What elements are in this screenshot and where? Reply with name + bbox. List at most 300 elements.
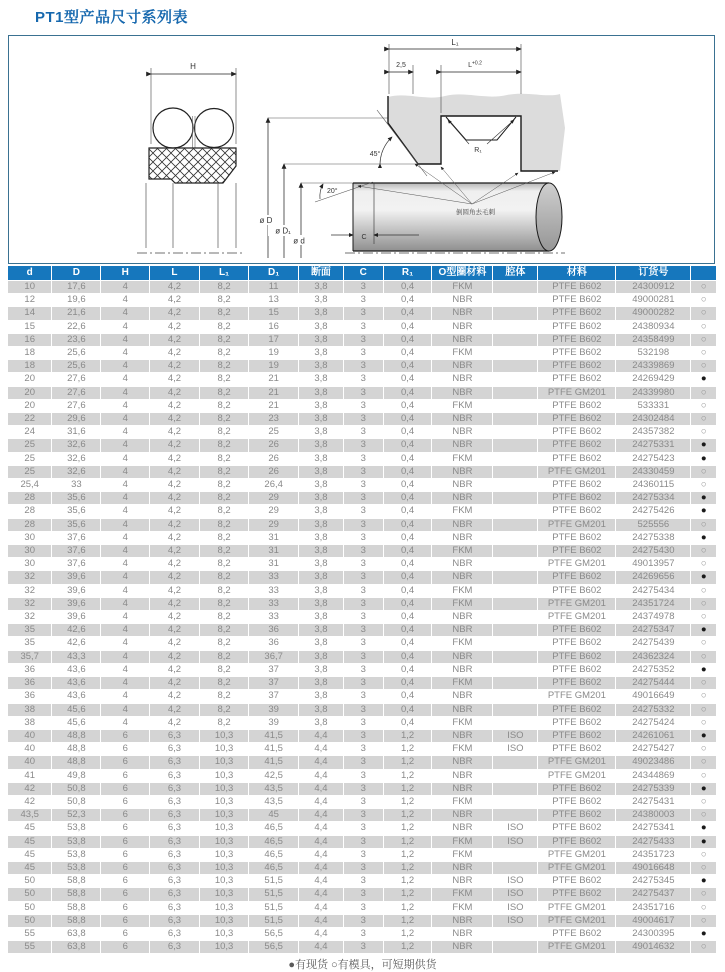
- table-cell: 45: [8, 822, 52, 835]
- table-row: [8, 875, 717, 888]
- table-cell: 4,2: [150, 650, 200, 663]
- table-cell: 3,8: [298, 452, 343, 465]
- table-cell: PTFE B602: [538, 347, 616, 360]
- table-cell: [493, 505, 538, 518]
- table-row: [8, 756, 717, 769]
- shaft: [315, 164, 565, 253]
- table-cell: FKM: [432, 835, 493, 848]
- table-cell: 4,4: [298, 941, 343, 954]
- table-row: [8, 584, 717, 597]
- table-cell: NBR: [432, 690, 493, 703]
- table-cell: 3: [343, 584, 383, 597]
- table-cell: 8,2: [199, 333, 249, 346]
- table-cell: 0,4: [383, 531, 432, 544]
- table-cell: 4: [101, 624, 150, 637]
- table-row: [8, 294, 717, 307]
- table-cell: 0,4: [383, 611, 432, 624]
- table-cell: 6: [101, 888, 150, 901]
- table-cell: 6: [101, 729, 150, 742]
- footnote-legend: ●有现货 ○有模具，可短期供货: [288, 959, 437, 971]
- table-cell: FKM: [432, 795, 493, 808]
- table-cell: NBR: [432, 386, 493, 399]
- table-cell: 3,8: [298, 703, 343, 716]
- table-cell: [493, 347, 538, 360]
- table-cell: 4,2: [150, 545, 200, 558]
- table-cell: 11: [249, 281, 299, 294]
- table-cell: PTFE B602: [538, 281, 616, 294]
- stock-symbol: ○: [691, 809, 717, 822]
- table-cell: 3: [343, 624, 383, 637]
- table-cell: 3,8: [298, 597, 343, 610]
- table-cell: 3: [343, 399, 383, 412]
- table-cell: 3: [343, 465, 383, 478]
- stock-symbol: ○: [691, 294, 717, 307]
- table-cell: 24275424: [616, 716, 691, 729]
- table-cell: 10,3: [199, 822, 249, 835]
- stock-symbol: ○: [691, 941, 717, 954]
- table-cell: 38: [8, 716, 52, 729]
- ptfe-ring-profile: [149, 148, 236, 183]
- table-cell: NBR: [432, 531, 493, 544]
- stock-symbol: ○: [691, 413, 717, 426]
- table-cell: PTFE B602: [538, 294, 616, 307]
- table-cell: 4: [101, 558, 150, 571]
- table-cell: 3: [343, 729, 383, 742]
- table-cell: 6,3: [150, 782, 200, 795]
- table-cell: 3: [343, 809, 383, 822]
- dim-label-dia-D: ø D: [259, 216, 273, 225]
- table-cell: 0,4: [383, 690, 432, 703]
- table-cell: 8,2: [199, 531, 249, 544]
- table-cell: 6,3: [150, 901, 200, 914]
- table-cell: 24275332: [616, 703, 691, 716]
- table-cell: 6: [101, 901, 150, 914]
- table-cell: 24330459: [616, 465, 691, 478]
- table-cell: 10,3: [199, 848, 249, 861]
- stock-symbol: ○: [691, 307, 717, 320]
- table-cell: 10,3: [199, 861, 249, 874]
- table-cell: 0,4: [383, 703, 432, 716]
- table-row: [8, 531, 717, 544]
- table-cell: 3: [343, 690, 383, 703]
- table-row: [8, 650, 717, 663]
- table-row: [8, 545, 717, 558]
- table-cell: 4: [101, 584, 150, 597]
- table-cell: 0,4: [383, 518, 432, 531]
- stock-symbol: ●: [691, 729, 717, 742]
- table-cell: ISO: [493, 729, 538, 742]
- table-cell: 8,2: [199, 518, 249, 531]
- table-cell: 51,5: [249, 914, 299, 927]
- table-cell: PTFE B602: [538, 307, 616, 320]
- table-cell: 4: [101, 294, 150, 307]
- table-cell: 3: [343, 703, 383, 716]
- table-cell: 3: [343, 281, 383, 294]
- stock-symbol: ○: [691, 848, 717, 861]
- table-cell: 21: [249, 373, 299, 386]
- table-cell: 21: [249, 386, 299, 399]
- table-cell: 3,8: [298, 650, 343, 663]
- table-cell: 3: [343, 716, 383, 729]
- table-cell: 3: [343, 558, 383, 571]
- table-cell: FKM: [432, 347, 493, 360]
- table-cell: NBR: [432, 492, 493, 505]
- table-cell: 10,3: [199, 782, 249, 795]
- stock-symbol: ○: [691, 861, 717, 874]
- table-cell: 32: [8, 597, 52, 610]
- table-cell: PTFE GM201: [538, 914, 616, 927]
- table-cell: 4: [101, 333, 150, 346]
- table-cell: FKM: [432, 584, 493, 597]
- table-cell: 4,2: [150, 690, 200, 703]
- table-cell: [493, 677, 538, 690]
- table-cell: 39: [249, 703, 299, 716]
- table-row: [8, 677, 717, 690]
- table-cell: 39,6: [52, 611, 101, 624]
- table-cell: 24275423: [616, 452, 691, 465]
- table-cell: 49000282: [616, 307, 691, 320]
- table-cell: 49000281: [616, 294, 691, 307]
- table-cell: 4,2: [150, 716, 200, 729]
- table-cell: 10,3: [199, 729, 249, 742]
- table-cell: 17,6: [52, 281, 101, 294]
- table-cell: 33: [249, 571, 299, 584]
- table-cell: 35,7: [8, 650, 52, 663]
- table-cell: 0,4: [383, 439, 432, 452]
- table-cell: 24374978: [616, 611, 691, 624]
- table-cell: 39: [249, 716, 299, 729]
- table-row: [8, 281, 717, 294]
- stock-symbol: ○: [691, 716, 717, 729]
- table-cell: 46,5: [249, 848, 299, 861]
- table-cell: PTFE GM201: [538, 901, 616, 914]
- table-cell: ISO: [493, 743, 538, 756]
- table-cell: 3,8: [298, 479, 343, 492]
- table-cell: [493, 624, 538, 637]
- stock-symbol: ●: [691, 439, 717, 452]
- table-cell: 6: [101, 756, 150, 769]
- table-cell: 25: [8, 439, 52, 452]
- table-row: [8, 822, 717, 835]
- table-cell: 58,8: [52, 901, 101, 914]
- table-cell: 46,5: [249, 861, 299, 874]
- dim-label-dia-d: ø d: [293, 236, 305, 246]
- table-cell: 3,8: [298, 294, 343, 307]
- table-cell: 3: [343, 479, 383, 492]
- table-cell: 8,2: [199, 452, 249, 465]
- table-cell: 24275433: [616, 835, 691, 848]
- stock-symbol: ●: [691, 663, 717, 676]
- table-cell: 0,4: [383, 426, 432, 439]
- table-cell: 3,8: [298, 373, 343, 386]
- table-cell: 24380003: [616, 809, 691, 822]
- table-cell: 36,7: [249, 650, 299, 663]
- table-cell: 3: [343, 611, 383, 624]
- stock-symbol: ○: [691, 650, 717, 663]
- table-cell: 6,3: [150, 941, 200, 954]
- table-cell: 49013957: [616, 558, 691, 571]
- stock-symbol: ○: [691, 637, 717, 650]
- table-cell: 39,6: [52, 571, 101, 584]
- table-cell: 533331: [616, 399, 691, 412]
- table-cell: [493, 492, 538, 505]
- table-cell: 38: [8, 703, 52, 716]
- table-row: [8, 426, 717, 439]
- table-cell: 30: [8, 558, 52, 571]
- table-cell: 4: [101, 465, 150, 478]
- table-cell: 8,2: [199, 492, 249, 505]
- table-cell: 3: [343, 927, 383, 940]
- table-cell: [493, 307, 538, 320]
- table-cell: 0,4: [383, 413, 432, 426]
- table-cell: FKM: [432, 505, 493, 518]
- table-cell: 24: [8, 426, 52, 439]
- table-cell: 58,8: [52, 914, 101, 927]
- table-cell: 4: [101, 386, 150, 399]
- table-cell: 31: [249, 558, 299, 571]
- table-cell: 4,2: [150, 558, 200, 571]
- table-cell: PTFE B602: [538, 809, 616, 822]
- dim-label-20: 20°: [327, 188, 338, 195]
- table-cell: 31,6: [52, 426, 101, 439]
- table-cell: 3,8: [298, 624, 343, 637]
- table-row: [8, 333, 717, 346]
- table-cell: 3,8: [298, 637, 343, 650]
- table-cell: 3: [343, 545, 383, 558]
- table-cell: 48,8: [52, 729, 101, 742]
- stock-symbol: ●: [691, 624, 717, 637]
- stock-symbol: ●: [691, 875, 717, 888]
- column-header: 订货号: [616, 266, 691, 281]
- table-cell: NBR: [432, 650, 493, 663]
- table-cell: 6,3: [150, 927, 200, 940]
- table-cell: 4,4: [298, 914, 343, 927]
- table-cell: 53,8: [52, 822, 101, 835]
- table-cell: 3,8: [298, 386, 343, 399]
- table-cell: FKM: [432, 743, 493, 756]
- table-cell: 3: [343, 333, 383, 346]
- table-cell: 1,2: [383, 809, 432, 822]
- table-cell: 4: [101, 518, 150, 531]
- column-header: L: [150, 266, 200, 281]
- table-cell: 0,4: [383, 373, 432, 386]
- table-cell: 20: [8, 386, 52, 399]
- table-cell: 24300912: [616, 281, 691, 294]
- table-cell: 3: [343, 413, 383, 426]
- table-cell: 10,3: [199, 835, 249, 848]
- stock-symbol: ●: [691, 492, 717, 505]
- table-row: [8, 505, 717, 518]
- table-cell: 3: [343, 861, 383, 874]
- stock-symbol: ●: [691, 822, 717, 835]
- table-cell: 32: [8, 584, 52, 597]
- table-cell: [493, 545, 538, 558]
- table-cell: 42: [8, 795, 52, 808]
- table-row: [8, 782, 717, 795]
- table-cell: 4,2: [150, 333, 200, 346]
- table-cell: 4,2: [150, 611, 200, 624]
- housing-section: [370, 38, 565, 176]
- table-cell: 8,2: [199, 690, 249, 703]
- table-cell: PTFE GM201: [538, 558, 616, 571]
- table-cell: 25: [249, 426, 299, 439]
- table-cell: 1,2: [383, 835, 432, 848]
- table-cell: 6,3: [150, 835, 200, 848]
- table-cell: 41,5: [249, 729, 299, 742]
- table-cell: 40: [8, 743, 52, 756]
- table-cell: NBR: [432, 571, 493, 584]
- table-cell: 39,6: [52, 597, 101, 610]
- column-header: 断面: [298, 266, 343, 281]
- table-cell: 4,2: [150, 294, 200, 307]
- table-cell: 43,5: [8, 809, 52, 822]
- table-cell: 50,8: [52, 782, 101, 795]
- table-cell: 0,4: [383, 571, 432, 584]
- table-cell: 3: [343, 941, 383, 954]
- table-cell: [493, 386, 538, 399]
- table-cell: 4: [101, 479, 150, 492]
- table-cell: NBR: [432, 518, 493, 531]
- table-cell: 4,4: [298, 782, 343, 795]
- table-cell: 25: [8, 465, 52, 478]
- table-row: [8, 611, 717, 624]
- table-row: [8, 320, 717, 333]
- table-cell: 3: [343, 307, 383, 320]
- table-cell: 4,2: [150, 399, 200, 412]
- table-cell: 6,3: [150, 729, 200, 742]
- table-cell: PTFE B602: [538, 677, 616, 690]
- table-cell: 1,2: [383, 782, 432, 795]
- table-cell: 43,3: [52, 650, 101, 663]
- table-cell: 21: [249, 399, 299, 412]
- table-cell: 3,8: [298, 505, 343, 518]
- table-cell: 24339980: [616, 386, 691, 399]
- table-cell: 10,3: [199, 941, 249, 954]
- table-cell: PTFE GM201: [538, 597, 616, 610]
- table-cell: 6: [101, 941, 150, 954]
- table-cell: 4: [101, 307, 150, 320]
- table-cell: 35: [8, 624, 52, 637]
- column-header: 腔体: [493, 266, 538, 281]
- table-cell: NBR: [432, 769, 493, 782]
- table-cell: 3: [343, 452, 383, 465]
- size-table-body: [8, 281, 717, 954]
- table-cell: 40: [8, 729, 52, 742]
- table-cell: 4: [101, 399, 150, 412]
- table-cell: 6,3: [150, 743, 200, 756]
- table-cell: 24360115: [616, 479, 691, 492]
- table-cell: PTFE B602: [538, 835, 616, 848]
- table-cell: 4: [101, 452, 150, 465]
- table-cell: 49016648: [616, 861, 691, 874]
- table-cell: 33: [249, 611, 299, 624]
- stock-symbol: ●: [691, 782, 717, 795]
- table-cell: 25,6: [52, 360, 101, 373]
- table-cell: NBR: [432, 479, 493, 492]
- table-cell: FKM: [432, 281, 493, 294]
- table-cell: 4,2: [150, 479, 200, 492]
- table-cell: 0,4: [383, 716, 432, 729]
- table-cell: 49,8: [52, 769, 101, 782]
- table-cell: 3,8: [298, 611, 343, 624]
- table-cell: 24380934: [616, 320, 691, 333]
- table-cell: 24339869: [616, 360, 691, 373]
- table-cell: 16: [8, 333, 52, 346]
- table-cell: 24275434: [616, 584, 691, 597]
- table-cell: PTFE B602: [538, 505, 616, 518]
- dim-label-45: 45°: [369, 151, 381, 158]
- table-cell: 4,2: [150, 637, 200, 650]
- table-cell: 28: [8, 492, 52, 505]
- table-cell: 56,5: [249, 927, 299, 940]
- table-row: [8, 571, 717, 584]
- table-cell: 27,6: [52, 386, 101, 399]
- table-cell: 4,4: [298, 809, 343, 822]
- table-cell: 3: [343, 637, 383, 650]
- table-cell: 3: [343, 386, 383, 399]
- table-cell: 36: [8, 677, 52, 690]
- table-cell: 25: [8, 452, 52, 465]
- table-cell: 3: [343, 597, 383, 610]
- table-cell: PTFE B602: [538, 360, 616, 373]
- table-cell: [493, 703, 538, 716]
- stock-symbol: ○: [691, 677, 717, 690]
- table-cell: 6: [101, 861, 150, 874]
- table-cell: 6,3: [150, 914, 200, 927]
- table-cell: PTFE B602: [538, 822, 616, 835]
- table-cell: FKM: [432, 399, 493, 412]
- table-cell: 37: [249, 663, 299, 676]
- table-cell: 4,2: [150, 373, 200, 386]
- table-cell: 3: [343, 663, 383, 676]
- stock-symbol: ●: [691, 835, 717, 848]
- table-cell: 4,2: [150, 386, 200, 399]
- table-cell: NBR: [432, 756, 493, 769]
- table-cell: 3,8: [298, 531, 343, 544]
- table-cell: 0,4: [383, 663, 432, 676]
- table-cell: 3,8: [298, 347, 343, 360]
- table-cell: 10,3: [199, 875, 249, 888]
- table-cell: PTFE B602: [538, 373, 616, 386]
- stock-symbol: ○: [691, 597, 717, 610]
- column-header: L₁: [199, 266, 249, 281]
- table-cell: 4,2: [150, 663, 200, 676]
- table-cell: 27,6: [52, 373, 101, 386]
- table-cell: 8,2: [199, 307, 249, 320]
- table-cell: 8,2: [199, 663, 249, 676]
- table-cell: 3,8: [298, 558, 343, 571]
- table-row: [8, 795, 717, 808]
- table-cell: PTFE GM201: [538, 611, 616, 624]
- table-cell: [493, 333, 538, 346]
- column-header: C: [343, 266, 383, 281]
- table-cell: 58,8: [52, 888, 101, 901]
- table-cell: PTFE B602: [538, 875, 616, 888]
- table-cell: 24275352: [616, 663, 691, 676]
- stock-symbol: ○: [691, 333, 717, 346]
- table-cell: 525556: [616, 518, 691, 531]
- table-cell: 8,2: [199, 545, 249, 558]
- table-cell: 1,2: [383, 743, 432, 756]
- table-cell: PTFE B602: [538, 571, 616, 584]
- table-cell: 0,4: [383, 320, 432, 333]
- stock-symbol: ○: [691, 769, 717, 782]
- table-cell: 4,2: [150, 452, 200, 465]
- table-cell: 8,2: [199, 386, 249, 399]
- table-cell: 6: [101, 822, 150, 835]
- column-header: D: [52, 266, 101, 281]
- table-cell: 6,3: [150, 861, 200, 874]
